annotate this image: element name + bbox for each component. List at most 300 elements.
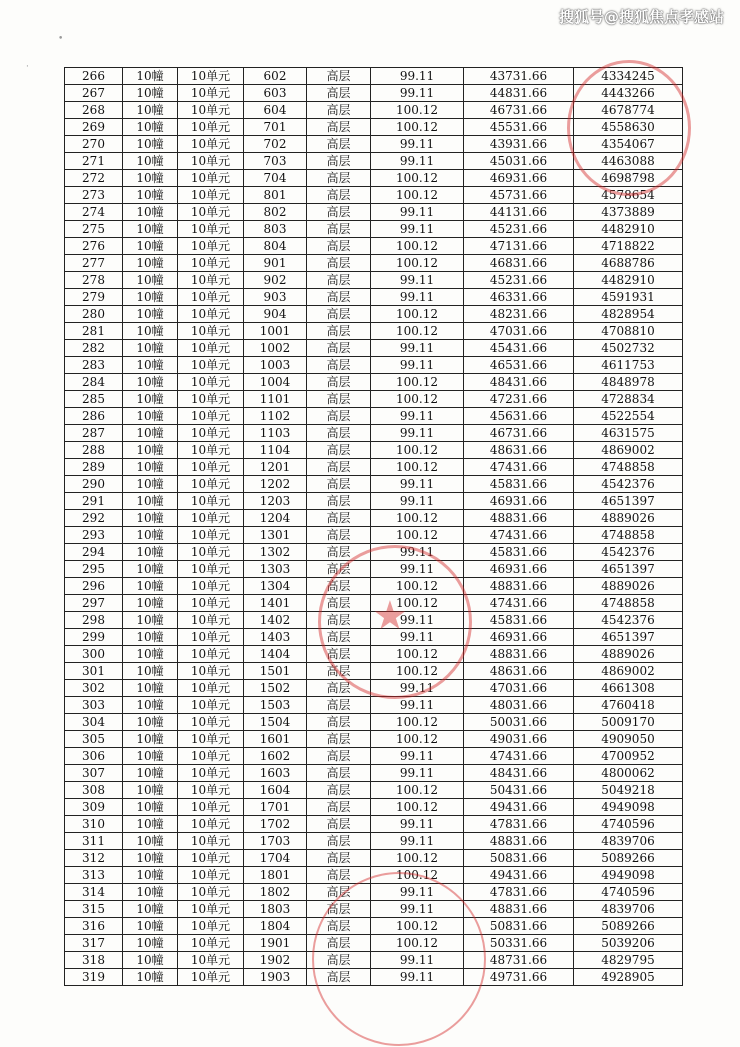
total-price-cell: 4848978 bbox=[574, 374, 683, 391]
type-cell: 高层 bbox=[307, 340, 371, 357]
area-cell: 100.12 bbox=[371, 442, 464, 459]
building-cell: 10幢 bbox=[123, 459, 178, 476]
area-cell: 99.11 bbox=[371, 952, 464, 969]
seq-cell: 304 bbox=[65, 714, 123, 731]
unit-cell: 10单元 bbox=[178, 867, 244, 884]
building-cell: 10幢 bbox=[123, 357, 178, 374]
building-cell: 10幢 bbox=[123, 442, 178, 459]
area-cell: 99.11 bbox=[371, 816, 464, 833]
unit-price-cell: 48731.66 bbox=[464, 952, 574, 969]
unit-cell: 10单元 bbox=[178, 68, 244, 85]
building-cell: 10幢 bbox=[123, 85, 178, 102]
unit-price-cell: 45231.66 bbox=[464, 221, 574, 238]
building-cell: 10幢 bbox=[123, 153, 178, 170]
seq-cell: 280 bbox=[65, 306, 123, 323]
seq-cell: 271 bbox=[65, 153, 123, 170]
seq-cell: 301 bbox=[65, 663, 123, 680]
building-cell: 10幢 bbox=[123, 884, 178, 901]
area-cell: 99.11 bbox=[371, 901, 464, 918]
area-cell: 99.11 bbox=[371, 68, 464, 85]
area-cell: 99.11 bbox=[371, 136, 464, 153]
unit-cell: 10单元 bbox=[178, 204, 244, 221]
area-cell: 99.11 bbox=[371, 748, 464, 765]
seq-cell: 295 bbox=[65, 561, 123, 578]
seq-cell: 296 bbox=[65, 578, 123, 595]
table-row bbox=[65, 646, 683, 663]
type-cell: 高层 bbox=[307, 799, 371, 816]
table-row bbox=[65, 510, 683, 527]
unit-price-cell: 50431.66 bbox=[464, 782, 574, 799]
area-cell: 100.12 bbox=[371, 731, 464, 748]
building-cell: 10幢 bbox=[123, 561, 178, 578]
table-row bbox=[65, 799, 683, 816]
total-price-cell: 4949098 bbox=[574, 867, 683, 884]
total-price-cell: 4800062 bbox=[574, 765, 683, 782]
area-cell: 99.11 bbox=[371, 204, 464, 221]
total-price-cell: 4740596 bbox=[574, 884, 683, 901]
area-cell: 100.12 bbox=[371, 119, 464, 136]
unit-cell: 10单元 bbox=[178, 612, 244, 629]
total-price-cell: 4909050 bbox=[574, 731, 683, 748]
area-cell: 100.12 bbox=[371, 255, 464, 272]
table-row bbox=[65, 476, 683, 493]
seq-cell: 306 bbox=[65, 748, 123, 765]
unit-price-cell: 48631.66 bbox=[464, 442, 574, 459]
watermark-text: 搜狐号@搜狐焦点孝感站 bbox=[558, 8, 724, 26]
table-row bbox=[65, 561, 683, 578]
unit-cell: 10单元 bbox=[178, 102, 244, 119]
total-price-cell: 4688786 bbox=[574, 255, 683, 272]
building-cell: 10幢 bbox=[123, 612, 178, 629]
room-cell: 1703 bbox=[244, 833, 307, 850]
unit-cell: 10单元 bbox=[178, 119, 244, 136]
total-price-cell: 4740596 bbox=[574, 816, 683, 833]
table-row bbox=[65, 391, 683, 408]
type-cell: 高层 bbox=[307, 663, 371, 680]
total-price-cell: 4482910 bbox=[574, 221, 683, 238]
unit-price-cell: 46931.66 bbox=[464, 561, 574, 578]
table-row bbox=[65, 425, 683, 442]
building-cell: 10幢 bbox=[123, 799, 178, 816]
total-price-cell: 4760418 bbox=[574, 697, 683, 714]
area-cell: 100.12 bbox=[371, 935, 464, 952]
unit-price-cell: 50831.66 bbox=[464, 918, 574, 935]
room-cell: 1203 bbox=[244, 493, 307, 510]
area-cell: 99.11 bbox=[371, 153, 464, 170]
seq-cell: 278 bbox=[65, 272, 123, 289]
type-cell: 高层 bbox=[307, 714, 371, 731]
room-cell: 1804 bbox=[244, 918, 307, 935]
building-cell: 10幢 bbox=[123, 255, 178, 272]
unit-cell: 10单元 bbox=[178, 510, 244, 527]
type-cell: 高层 bbox=[307, 748, 371, 765]
building-cell: 10幢 bbox=[123, 527, 178, 544]
total-price-cell: 4578654 bbox=[574, 187, 683, 204]
unit-price-cell: 45531.66 bbox=[464, 119, 574, 136]
area-cell: 99.11 bbox=[371, 493, 464, 510]
type-cell: 高层 bbox=[307, 629, 371, 646]
total-price-cell: 4698798 bbox=[574, 170, 683, 187]
unit-price-cell: 46331.66 bbox=[464, 289, 574, 306]
unit-price-cell: 47231.66 bbox=[464, 391, 574, 408]
room-cell: 902 bbox=[244, 272, 307, 289]
seq-cell: 318 bbox=[65, 952, 123, 969]
table-row bbox=[65, 170, 683, 187]
seq-cell: 287 bbox=[65, 425, 123, 442]
area-cell: 99.11 bbox=[371, 765, 464, 782]
unit-price-cell: 49431.66 bbox=[464, 799, 574, 816]
building-cell: 10幢 bbox=[123, 969, 178, 986]
building-cell: 10幢 bbox=[123, 68, 178, 85]
seq-cell: 311 bbox=[65, 833, 123, 850]
building-cell: 10幢 bbox=[123, 595, 178, 612]
room-cell: 604 bbox=[244, 102, 307, 119]
room-cell: 1403 bbox=[244, 629, 307, 646]
building-cell: 10幢 bbox=[123, 323, 178, 340]
unit-price-cell: 44831.66 bbox=[464, 85, 574, 102]
unit-price-cell: 45631.66 bbox=[464, 408, 574, 425]
area-cell: 100.12 bbox=[371, 646, 464, 663]
building-cell: 10幢 bbox=[123, 646, 178, 663]
building-cell: 10幢 bbox=[123, 306, 178, 323]
area-cell: 99.11 bbox=[371, 221, 464, 238]
building-cell: 10幢 bbox=[123, 816, 178, 833]
area-cell: 100.12 bbox=[371, 918, 464, 935]
total-price-cell: 4949098 bbox=[574, 799, 683, 816]
building-cell: 10幢 bbox=[123, 544, 178, 561]
total-price-cell: 4651397 bbox=[574, 629, 683, 646]
total-price-cell: 4651397 bbox=[574, 493, 683, 510]
type-cell: 高层 bbox=[307, 765, 371, 782]
unit-cell: 10单元 bbox=[178, 255, 244, 272]
area-cell: 100.12 bbox=[371, 850, 464, 867]
total-price-cell: 4748858 bbox=[574, 459, 683, 476]
total-price-cell: 4631575 bbox=[574, 425, 683, 442]
type-cell: 高层 bbox=[307, 612, 371, 629]
unit-price-cell: 46831.66 bbox=[464, 255, 574, 272]
unit-price-cell: 45731.66 bbox=[464, 187, 574, 204]
total-price-cell: 4889026 bbox=[574, 510, 683, 527]
seq-cell: 310 bbox=[65, 816, 123, 833]
unit-cell: 10单元 bbox=[178, 221, 244, 238]
area-cell: 100.12 bbox=[371, 867, 464, 884]
type-cell: 高层 bbox=[307, 935, 371, 952]
room-cell: 1401 bbox=[244, 595, 307, 612]
area-cell: 99.11 bbox=[371, 289, 464, 306]
table-row bbox=[65, 578, 683, 595]
seq-cell: 277 bbox=[65, 255, 123, 272]
unit-cell: 10单元 bbox=[178, 408, 244, 425]
unit-price-cell: 47831.66 bbox=[464, 816, 574, 833]
table-row bbox=[65, 935, 683, 952]
unit-cell: 10单元 bbox=[178, 816, 244, 833]
table-row bbox=[65, 102, 683, 119]
room-cell: 704 bbox=[244, 170, 307, 187]
room-cell: 602 bbox=[244, 68, 307, 85]
area-cell: 100.12 bbox=[371, 510, 464, 527]
unit-price-cell: 47031.66 bbox=[464, 680, 574, 697]
building-cell: 10幢 bbox=[123, 221, 178, 238]
type-cell: 高层 bbox=[307, 510, 371, 527]
room-cell: 1004 bbox=[244, 374, 307, 391]
area-cell: 100.12 bbox=[371, 374, 464, 391]
unit-price-cell: 47031.66 bbox=[464, 323, 574, 340]
total-price-cell: 4542376 bbox=[574, 544, 683, 561]
seq-cell: 270 bbox=[65, 136, 123, 153]
unit-cell: 10单元 bbox=[178, 187, 244, 204]
table-row bbox=[65, 306, 683, 323]
table-row bbox=[65, 714, 683, 731]
area-cell: 100.12 bbox=[371, 799, 464, 816]
unit-cell: 10单元 bbox=[178, 459, 244, 476]
total-price-cell: 4661308 bbox=[574, 680, 683, 697]
unit-cell: 10单元 bbox=[178, 799, 244, 816]
seq-cell: 283 bbox=[65, 357, 123, 374]
area-cell: 99.11 bbox=[371, 357, 464, 374]
area-cell: 99.11 bbox=[371, 612, 464, 629]
seq-cell: 266 bbox=[65, 68, 123, 85]
total-price-cell: 4728834 bbox=[574, 391, 683, 408]
room-cell: 803 bbox=[244, 221, 307, 238]
unit-price-cell: 45031.66 bbox=[464, 153, 574, 170]
total-price-cell: 4700952 bbox=[574, 748, 683, 765]
seq-cell: 316 bbox=[65, 918, 123, 935]
unit-price-cell: 46931.66 bbox=[464, 493, 574, 510]
unit-cell: 10单元 bbox=[178, 884, 244, 901]
total-price-cell: 4354067 bbox=[574, 136, 683, 153]
unit-cell: 10单元 bbox=[178, 493, 244, 510]
seq-cell: 282 bbox=[65, 340, 123, 357]
room-cell: 1701 bbox=[244, 799, 307, 816]
unit-price-cell: 47431.66 bbox=[464, 748, 574, 765]
room-cell: 1103 bbox=[244, 425, 307, 442]
type-cell: 高层 bbox=[307, 391, 371, 408]
total-price-cell: 4542376 bbox=[574, 476, 683, 493]
seq-cell: 290 bbox=[65, 476, 123, 493]
building-cell: 10幢 bbox=[123, 867, 178, 884]
building-cell: 10幢 bbox=[123, 629, 178, 646]
total-price-cell: 4334245 bbox=[574, 68, 683, 85]
room-cell: 702 bbox=[244, 136, 307, 153]
seq-cell: 315 bbox=[65, 901, 123, 918]
table-row bbox=[65, 68, 683, 85]
area-cell: 99.11 bbox=[371, 969, 464, 986]
type-cell: 高层 bbox=[307, 238, 371, 255]
building-cell: 10幢 bbox=[123, 782, 178, 799]
room-cell: 1302 bbox=[244, 544, 307, 561]
unit-cell: 10单元 bbox=[178, 238, 244, 255]
table-row bbox=[65, 544, 683, 561]
unit-price-cell: 49731.66 bbox=[464, 969, 574, 986]
table-row bbox=[65, 255, 683, 272]
building-cell: 10幢 bbox=[123, 918, 178, 935]
seq-cell: 291 bbox=[65, 493, 123, 510]
room-cell: 1601 bbox=[244, 731, 307, 748]
area-cell: 100.12 bbox=[371, 306, 464, 323]
room-cell: 1202 bbox=[244, 476, 307, 493]
room-cell: 1003 bbox=[244, 357, 307, 374]
seq-cell: 294 bbox=[65, 544, 123, 561]
total-price-cell: 4678774 bbox=[574, 102, 683, 119]
seq-cell: 285 bbox=[65, 391, 123, 408]
type-cell: 高层 bbox=[307, 731, 371, 748]
building-cell: 10幢 bbox=[123, 187, 178, 204]
seq-cell: 317 bbox=[65, 935, 123, 952]
seq-cell: 300 bbox=[65, 646, 123, 663]
building-cell: 10幢 bbox=[123, 102, 178, 119]
seq-cell: 276 bbox=[65, 238, 123, 255]
area-cell: 100.12 bbox=[371, 578, 464, 595]
room-cell: 1303 bbox=[244, 561, 307, 578]
total-price-cell: 4708810 bbox=[574, 323, 683, 340]
room-cell: 903 bbox=[244, 289, 307, 306]
area-cell: 100.12 bbox=[371, 595, 464, 612]
type-cell: 高层 bbox=[307, 697, 371, 714]
room-cell: 1101 bbox=[244, 391, 307, 408]
building-cell: 10幢 bbox=[123, 833, 178, 850]
type-cell: 高层 bbox=[307, 952, 371, 969]
seq-cell: 292 bbox=[65, 510, 123, 527]
room-cell: 1801 bbox=[244, 867, 307, 884]
unit-price-cell: 44131.66 bbox=[464, 204, 574, 221]
type-cell: 高层 bbox=[307, 833, 371, 850]
unit-price-cell: 43731.66 bbox=[464, 68, 574, 85]
room-cell: 802 bbox=[244, 204, 307, 221]
unit-cell: 10单元 bbox=[178, 765, 244, 782]
table-row bbox=[65, 731, 683, 748]
table-row bbox=[65, 289, 683, 306]
unit-cell: 10单元 bbox=[178, 323, 244, 340]
total-price-cell: 4718822 bbox=[574, 238, 683, 255]
room-cell: 1002 bbox=[244, 340, 307, 357]
type-cell: 高层 bbox=[307, 255, 371, 272]
room-cell: 603 bbox=[244, 85, 307, 102]
total-price-cell: 4889026 bbox=[574, 646, 683, 663]
table-row bbox=[65, 374, 683, 391]
price-table-body bbox=[65, 68, 683, 986]
room-cell: 1301 bbox=[244, 527, 307, 544]
total-price-cell: 4869002 bbox=[574, 663, 683, 680]
unit-price-cell: 47431.66 bbox=[464, 459, 574, 476]
seq-cell: 273 bbox=[65, 187, 123, 204]
unit-price-cell: 47431.66 bbox=[464, 595, 574, 612]
table-row bbox=[65, 272, 683, 289]
room-cell: 1702 bbox=[244, 816, 307, 833]
room-cell: 1902 bbox=[244, 952, 307, 969]
type-cell: 高层 bbox=[307, 884, 371, 901]
room-cell: 1604 bbox=[244, 782, 307, 799]
seq-cell: 289 bbox=[65, 459, 123, 476]
seq-cell: 307 bbox=[65, 765, 123, 782]
room-cell: 1102 bbox=[244, 408, 307, 425]
table-row bbox=[65, 782, 683, 799]
building-cell: 10幢 bbox=[123, 697, 178, 714]
unit-cell: 10单元 bbox=[178, 578, 244, 595]
table-row bbox=[65, 748, 683, 765]
total-price-cell: 4611753 bbox=[574, 357, 683, 374]
room-cell: 1504 bbox=[244, 714, 307, 731]
building-cell: 10幢 bbox=[123, 901, 178, 918]
seq-cell: 302 bbox=[65, 680, 123, 697]
room-cell: 801 bbox=[244, 187, 307, 204]
room-cell: 1901 bbox=[244, 935, 307, 952]
unit-price-cell: 49431.66 bbox=[464, 867, 574, 884]
total-price-cell: 4839706 bbox=[574, 901, 683, 918]
type-cell: 高层 bbox=[307, 544, 371, 561]
unit-price-cell: 45431.66 bbox=[464, 340, 574, 357]
unit-cell: 10单元 bbox=[178, 833, 244, 850]
room-cell: 1104 bbox=[244, 442, 307, 459]
table-row bbox=[65, 663, 683, 680]
total-price-cell: 4522554 bbox=[574, 408, 683, 425]
unit-price-cell: 48831.66 bbox=[464, 646, 574, 663]
area-cell: 99.11 bbox=[371, 561, 464, 578]
building-cell: 10幢 bbox=[123, 170, 178, 187]
unit-price-cell: 45831.66 bbox=[464, 544, 574, 561]
building-cell: 10幢 bbox=[123, 408, 178, 425]
type-cell: 高层 bbox=[307, 578, 371, 595]
type-cell: 高层 bbox=[307, 136, 371, 153]
room-cell: 1704 bbox=[244, 850, 307, 867]
unit-price-cell: 48431.66 bbox=[464, 374, 574, 391]
type-cell: 高层 bbox=[307, 68, 371, 85]
room-cell: 1402 bbox=[244, 612, 307, 629]
total-price-cell: 4463088 bbox=[574, 153, 683, 170]
table-row bbox=[65, 527, 683, 544]
room-cell: 1304 bbox=[244, 578, 307, 595]
area-cell: 99.11 bbox=[371, 680, 464, 697]
area-cell: 99.11 bbox=[371, 425, 464, 442]
type-cell: 高层 bbox=[307, 272, 371, 289]
unit-cell: 10单元 bbox=[178, 136, 244, 153]
area-cell: 100.12 bbox=[371, 170, 464, 187]
unit-cell: 10单元 bbox=[178, 935, 244, 952]
type-cell: 高层 bbox=[307, 119, 371, 136]
total-price-cell: 5089266 bbox=[574, 850, 683, 867]
area-cell: 100.12 bbox=[371, 187, 464, 204]
unit-price-cell: 46531.66 bbox=[464, 357, 574, 374]
total-price-cell: 4558630 bbox=[574, 119, 683, 136]
table-row bbox=[65, 884, 683, 901]
building-cell: 10幢 bbox=[123, 510, 178, 527]
seq-cell: 293 bbox=[65, 527, 123, 544]
room-cell: 1404 bbox=[244, 646, 307, 663]
seq-cell: 299 bbox=[65, 629, 123, 646]
unit-price-cell: 45231.66 bbox=[464, 272, 574, 289]
total-price-cell: 4591931 bbox=[574, 289, 683, 306]
seq-cell: 309 bbox=[65, 799, 123, 816]
room-cell: 1603 bbox=[244, 765, 307, 782]
unit-cell: 10单元 bbox=[178, 646, 244, 663]
type-cell: 高层 bbox=[307, 459, 371, 476]
unit-cell: 10单元 bbox=[178, 153, 244, 170]
area-cell: 99.11 bbox=[371, 340, 464, 357]
table-row bbox=[65, 85, 683, 102]
area-cell: 100.12 bbox=[371, 714, 464, 731]
table-row bbox=[65, 187, 683, 204]
unit-price-cell: 48231.66 bbox=[464, 306, 574, 323]
unit-cell: 10单元 bbox=[178, 527, 244, 544]
table-row bbox=[65, 969, 683, 986]
total-price-cell: 4443266 bbox=[574, 85, 683, 102]
building-cell: 10幢 bbox=[123, 680, 178, 697]
type-cell: 高层 bbox=[307, 442, 371, 459]
area-cell: 100.12 bbox=[371, 527, 464, 544]
seq-cell: 269 bbox=[65, 119, 123, 136]
unit-price-cell: 43931.66 bbox=[464, 136, 574, 153]
table-row bbox=[65, 340, 683, 357]
unit-cell: 10单元 bbox=[178, 731, 244, 748]
